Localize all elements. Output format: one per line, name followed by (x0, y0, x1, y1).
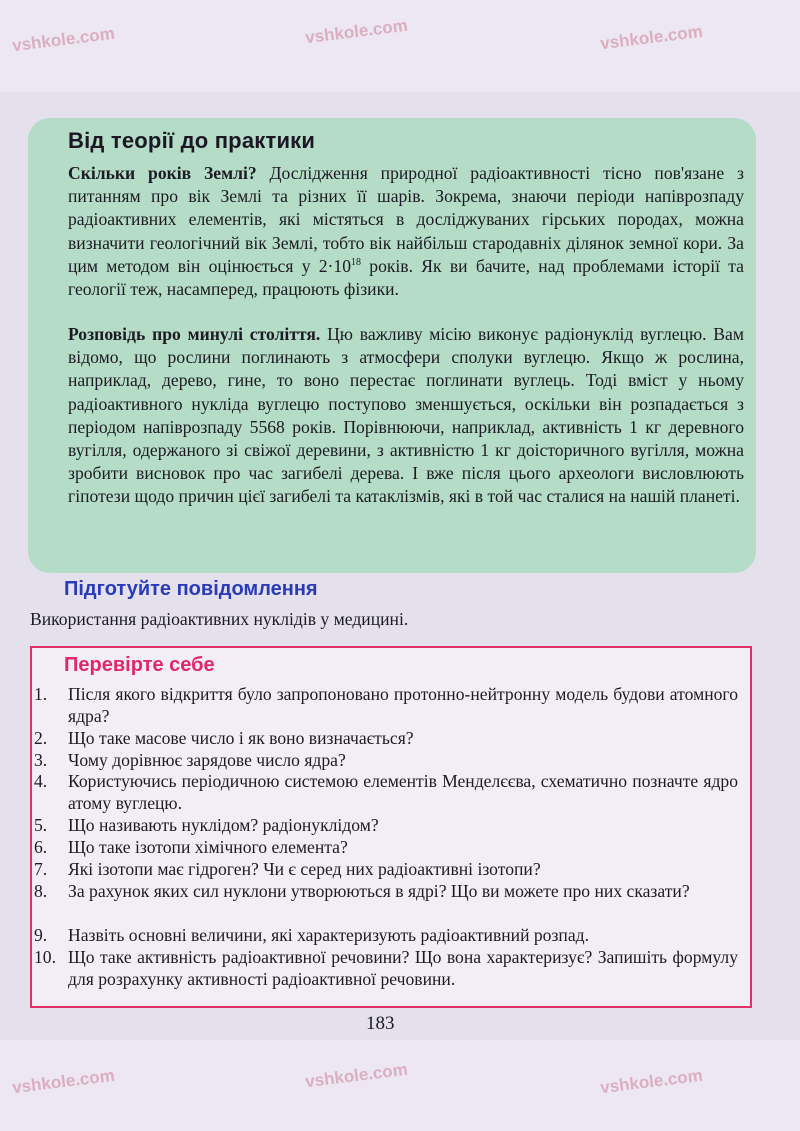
question-item: 8. За рахунок яких сил нуклони утворюються в ядрі? Що ви можете про них сказати? (34, 881, 690, 901)
question-item: 2. Що таке масове число і як воно визначається? (34, 728, 414, 748)
question-item: 3. Чому дорівнює зарядове число ядра? (34, 750, 346, 770)
question-item: 9. Назвіть основні величини, які характеризують радіоактивний розпад. (34, 925, 590, 945)
watermark: vshkole.com (11, 1065, 116, 1098)
question-item: 5. Що називають нуклідом? радіонуклідом? (34, 815, 379, 835)
question-item: 6. Що таке ізотопи хімічного елемента? (34, 837, 348, 857)
earth-age-text-end: років. Як ви бачите, над проблемами історії та геології теж, насамперед, працюють фізики. (68, 255, 744, 300)
question-item: 4. Користуючись періодичною системою елементів Менделєєва, схематично позначте ядро атому вуглецю. (34, 771, 738, 813)
watermark: vshkole.com (599, 21, 704, 54)
prepare-heading: Підготуйте повідомлення (64, 578, 318, 600)
watermark: vshkole.com (11, 23, 116, 56)
earth-age-lead: Скільки років Землі? (68, 163, 257, 183)
earth-age-text: Дослідження природної радіоактивності тісно пов'язане з питанням про вік Землі та різних її шарів. Зокрема, знаючи періоди напіврозпаду радіоактивних елементів, які містяться в досліджуваних гірських породах, можна визначити геологічний вік Землі, тобто вік найбільш стародавніх ділянок земної кори. За цим методом він оцінюється у 2·10 (68, 163, 744, 276)
watermark: vshkole.com (599, 1065, 704, 1098)
theory-heading: Від теорії до практики (68, 128, 316, 153)
check-heading: Перевірте себе (64, 654, 215, 676)
question-item: 7. Які ізотопи має гідроген? Чи є серед них радіоактивні ізотопи? (34, 859, 541, 879)
past-centuries-paragraph (68, 323, 744, 509)
past-centuries-text: Цю важливу місію виконує радіонуклід вуглецю. Вам відомо, що рослини поглинають з атмосфери сполуки вуглецю. Якщо ж рослина, наприклад, дерево, гине, то воно перестає поглинати вуглець. Тоді вміст у ньому радіоактивного нукліда вуглецю поступово зменшується, оскільки він розпадається з періодом напіврозпаду 5568 років. Порівнюючи, наприклад, активність 1 кг деревного вугілля, одержаного зі свіжої деревини, з активністю 1 кг доісторичного вугілля, можна зробити висновок про час загибелі дерева. І вже після цього археологи висловлюють гіпотези щодо причин цієї загибелі та катаклізмів, які в той час сталися на нашій планеті. (68, 324, 744, 507)
past-centuries-lead: Розповідь про минулі століття. (68, 324, 321, 344)
earth-age-paragraph (68, 162, 744, 301)
page-top-margin (0, 0, 800, 92)
prepare-topic: Використання радіоактивних нуклідів у медицині. (30, 609, 409, 629)
earth-age-exponent: 18 (351, 256, 362, 268)
watermark: vshkole.com (304, 15, 409, 48)
watermark: vshkole.com (304, 1059, 409, 1092)
question-item: 10. Що таке активність радіоактивної речовини? Що вона характеризує? Запишіть формулу для розрахунку активності радіоактивної речовини. (34, 947, 738, 989)
page-bottom-margin (0, 1040, 800, 1131)
question-item: 1. Після якого відкриття було запропоновано протонно-нейтронну модель будови атомного ядра? (34, 684, 738, 726)
page-number: 183 (366, 1013, 395, 1034)
